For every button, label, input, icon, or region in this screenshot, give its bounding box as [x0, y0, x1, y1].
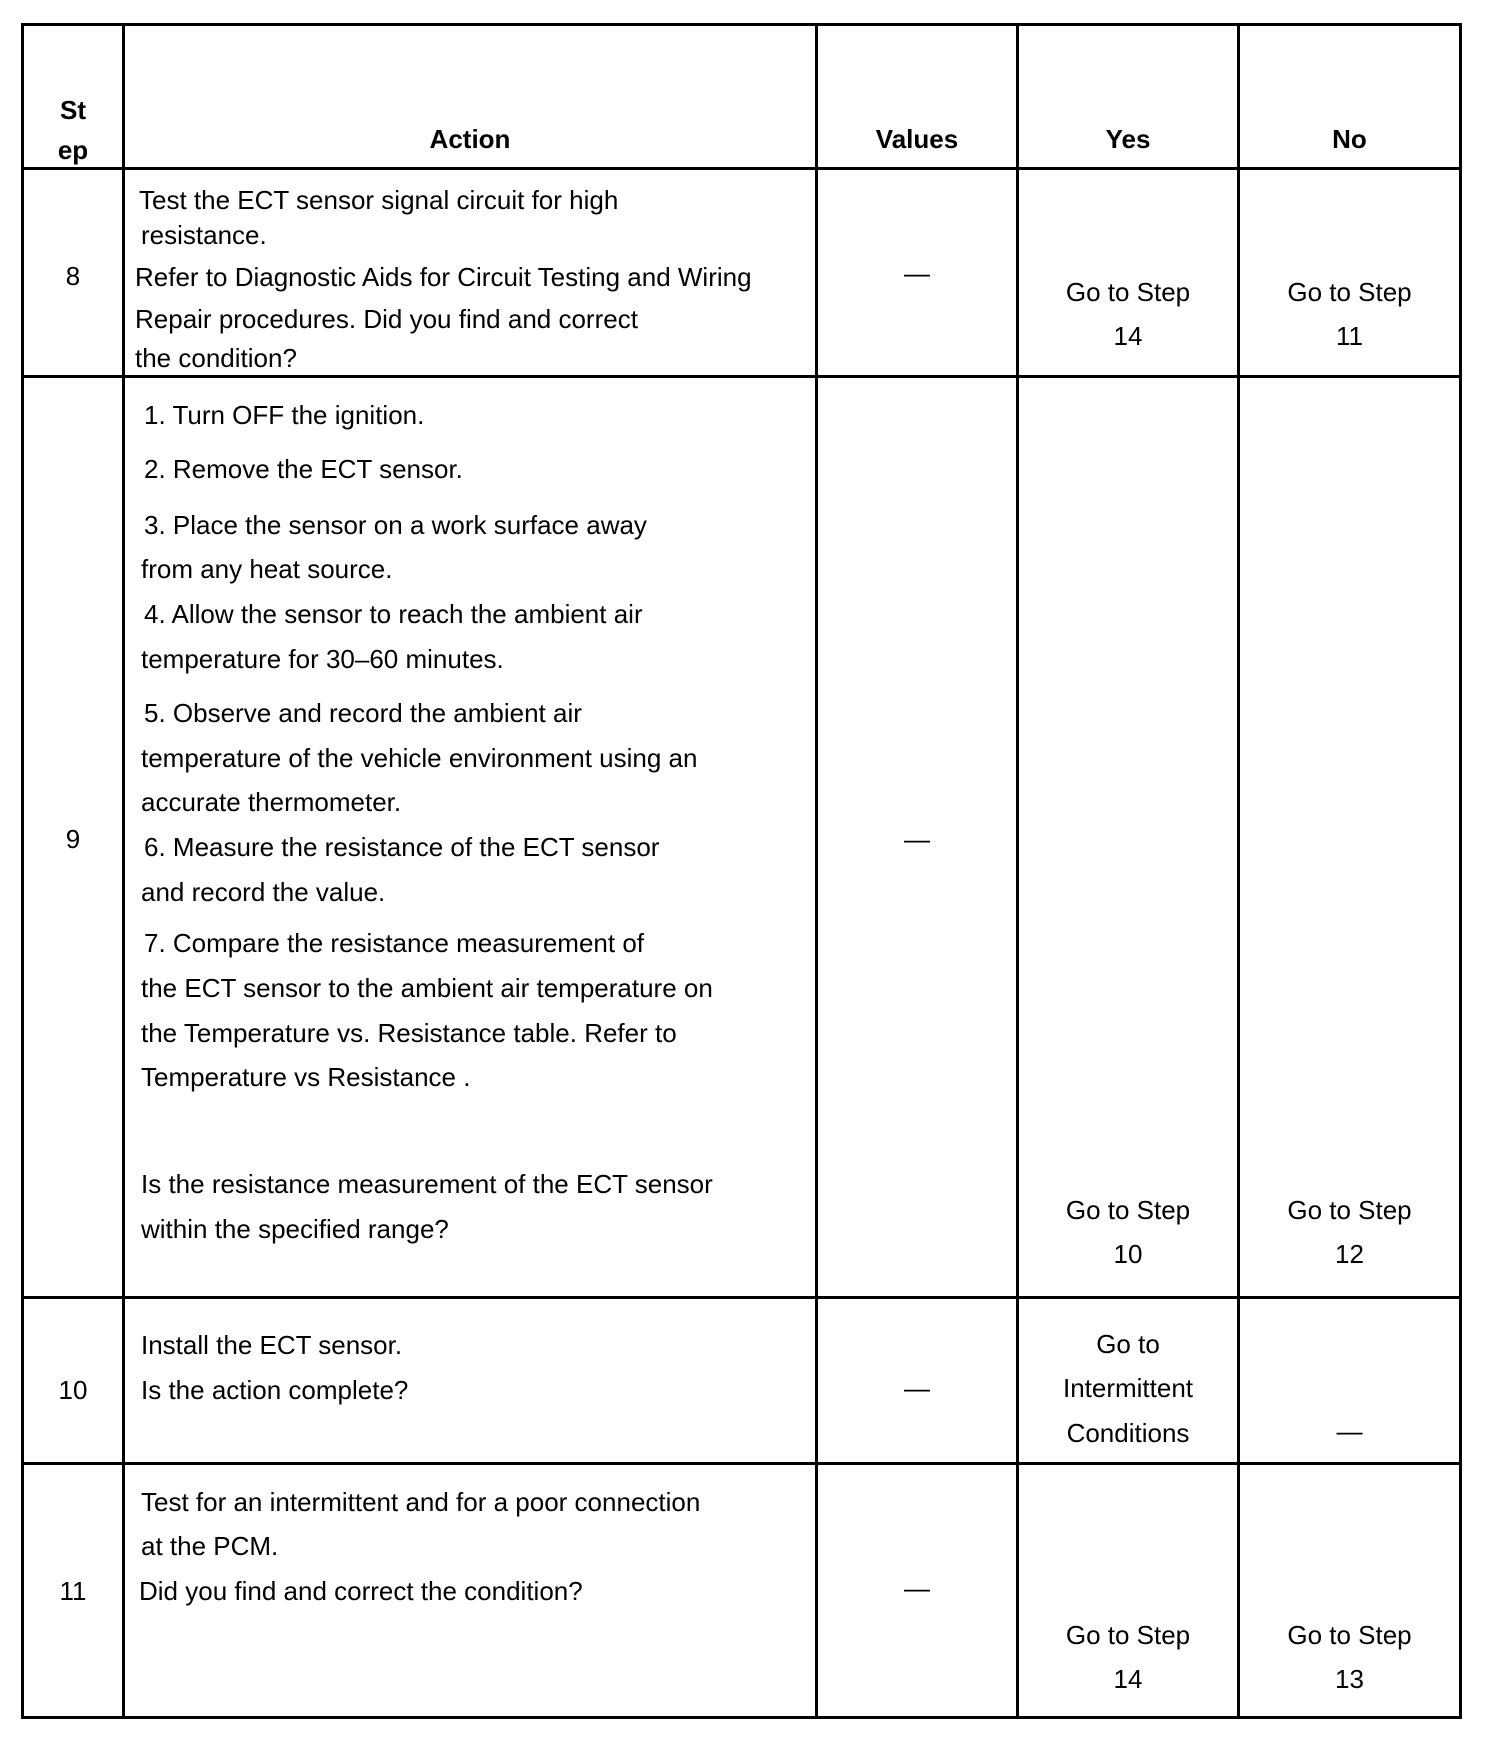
yes-line: Intermittent	[1062, 1373, 1194, 1404]
action-line: 5. Observe and record the ambient air	[144, 698, 582, 729]
yes-line: 14	[1113, 321, 1143, 352]
header-no-label: No	[1332, 124, 1367, 154]
yes-cell	[1018, 1298, 1239, 1463]
action-line: the ECT sensor to the ambient air temperature on	[141, 973, 713, 1004]
action-line: from any heat source.	[141, 554, 393, 585]
header-values-label: Values	[875, 124, 959, 154]
yes-line: Go to Step	[1065, 1619, 1191, 1650]
values-dash: —	[904, 1373, 930, 1404]
action-line: Is the action complete?	[141, 1375, 409, 1406]
action-cell	[124, 1463, 817, 1717]
step-number: 10	[58, 1375, 88, 1406]
no-line: 11	[1336, 321, 1363, 352]
action-line: the Temperature vs. Resistance table. Refer to	[141, 1018, 677, 1049]
action-line: temperature of the vehicle environment using an	[141, 743, 698, 774]
values-cell	[817, 1463, 1018, 1717]
yes-line: Go to Step	[1065, 1195, 1191, 1226]
table-row	[23, 1463, 1461, 1717]
no-cell	[1239, 169, 1461, 377]
action-line: Repair procedures. Did you find and correct	[135, 304, 638, 335]
yes-cell	[1018, 1463, 1239, 1717]
step-cell	[23, 1463, 124, 1717]
action-line: temperature for 30–60 minutes.	[141, 644, 504, 675]
action-line: Test the ECT sensor signal circuit for high	[139, 185, 619, 216]
header-no	[1239, 25, 1461, 169]
action-line: 4. Allow the sensor to reach the ambient air	[144, 599, 643, 630]
header-step-line1: St	[60, 95, 86, 125]
action-line: Install the ECT sensor.	[141, 1330, 403, 1361]
action-line: resistance.	[141, 220, 267, 251]
no-cell	[1239, 1463, 1461, 1717]
action-line: accurate thermometer.	[141, 787, 402, 818]
yes-line: Conditions	[1066, 1418, 1190, 1449]
no-line: Go to Step	[1287, 1195, 1412, 1226]
values-dash: —	[904, 1572, 930, 1603]
header-action	[124, 25, 817, 169]
table-row	[23, 169, 1461, 377]
no-line: Go to Step	[1287, 1619, 1412, 1650]
action-line: the condition?	[135, 343, 297, 374]
action-line: 3. Place the sensor on a work surface away	[144, 510, 647, 541]
action-line: at the PCM.	[141, 1530, 279, 1561]
action-line: 6. Measure the resistance of the ECT sensor	[144, 832, 660, 863]
values-dash: —	[904, 824, 930, 855]
values-dash: —	[904, 258, 930, 289]
no-line: 12	[1335, 1239, 1364, 1270]
action-line: within the specified range?	[141, 1214, 449, 1245]
header-step	[23, 25, 124, 169]
yes-line: 14	[1113, 1663, 1143, 1694]
yes-cell	[1018, 169, 1239, 377]
action-line: and record the value.	[141, 877, 386, 908]
table-row	[23, 1298, 1461, 1463]
header-action-label: Action	[429, 124, 511, 154]
action-line: Is the resistance measurement of the ECT sensor	[141, 1169, 713, 1200]
action-line: Refer to Diagnostic Aids for Circuit Testing and Wiring	[135, 262, 752, 293]
no-cell	[1239, 377, 1461, 1298]
action-line: Temperature vs Resistance .	[141, 1062, 471, 1093]
action-cell	[124, 1298, 817, 1463]
no-line: Go to Step	[1287, 277, 1412, 308]
no-line: 13	[1335, 1663, 1364, 1694]
no-dash: —	[1336, 1416, 1363, 1447]
step-number: 9	[65, 824, 81, 855]
action-cell	[124, 169, 817, 377]
step-cell	[23, 377, 124, 1298]
action-line: 7. Compare the resistance measurement of	[144, 928, 645, 959]
table-header-row	[23, 25, 1461, 169]
header-values	[817, 25, 1018, 169]
action-line: 1. Turn OFF the ignition.	[144, 400, 425, 431]
action-cell	[124, 377, 817, 1298]
table-row	[23, 377, 1461, 1298]
step-cell	[23, 1298, 124, 1463]
yes-line: Go to	[1096, 1329, 1160, 1360]
step-number: 11	[59, 1575, 87, 1606]
values-cell	[817, 169, 1018, 377]
yes-line: Go to Step	[1065, 277, 1191, 308]
no-cell	[1239, 1298, 1461, 1463]
values-cell	[817, 377, 1018, 1298]
step-cell	[23, 169, 124, 377]
header-step-line2: ep	[57, 135, 89, 165]
step-number: 8	[65, 261, 81, 292]
header-yes	[1018, 25, 1239, 169]
diagnostic-table	[21, 23, 1462, 1719]
values-cell	[817, 1298, 1018, 1463]
yes-cell	[1018, 377, 1239, 1298]
action-line: 2. Remove the ECT sensor.	[144, 454, 463, 485]
action-line: Did you find and correct the condition?	[139, 1575, 583, 1606]
yes-line: 10	[1113, 1239, 1143, 1270]
action-line: Test for an intermittent and for a poor connection	[141, 1486, 701, 1517]
header-yes-label: Yes	[1105, 124, 1151, 154]
